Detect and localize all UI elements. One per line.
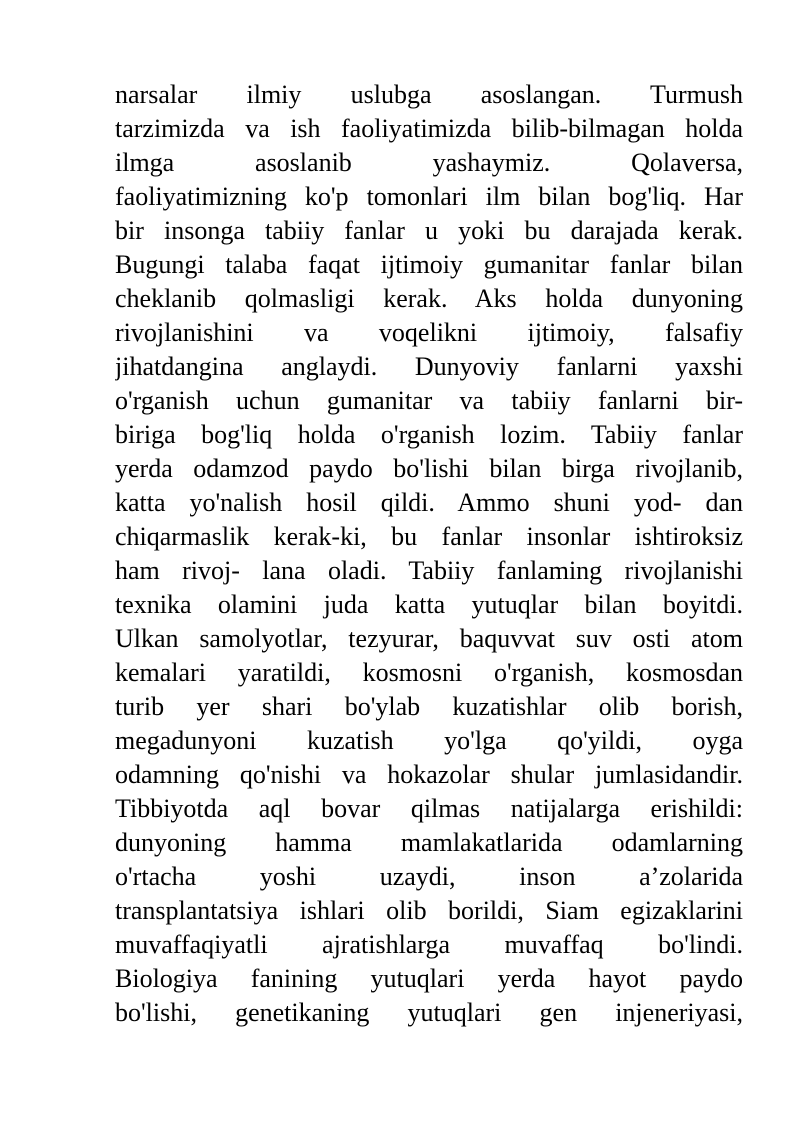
text-line: yerda odamzod paydo bo'lishi bilan birga rivojlanib, — [115, 454, 743, 483]
text-line: rivojlanishini va voqelikni ijtimoiy, falsafiy — [115, 318, 743, 347]
document-page — [115, 78, 743, 1030]
text-line: jihatdangina anglaydi. Dunyoviy fanlarni yaxshi — [115, 352, 743, 381]
text-line: faoliyatimizning ko'p tomonlari ilm bilan bog'liq. Har — [115, 182, 743, 211]
text-line: Tibbiyotda aql bovar qilmas natijalarga erishildi: — [115, 794, 743, 823]
text-line: narsalar ilmiy uslubga asoslangan. Turmush — [115, 80, 743, 109]
text-line: Biologiya fanining yutuqlari yerda hayot paydo — [115, 964, 743, 993]
text-line: ilmga asoslanib yashaymiz. Qolaversa, — [115, 148, 743, 177]
text-line: o'rtacha yoshi uzaydi, inson a’zolarida — [115, 862, 743, 891]
text-line: texnika olamini juda katta yutuqlar bilan boyitdi. — [115, 590, 743, 619]
text-line: ham rivoj- lana oladi. Tabiiy fanlaming rivojlanishi — [115, 556, 743, 585]
text-line: bir insonga tabiiy fanlar u yoki bu darajada kerak. — [115, 216, 743, 245]
text-line: Bugungi talaba faqat ijtimoiy gumanitar fanlar bilan — [115, 250, 743, 279]
text-line: bo'lishi, genetikaning yutuqlari gen injeneriyasi, — [115, 998, 743, 1027]
text-line: cheklanib qolmasligi kerak. Aks holda dunyoning — [115, 284, 743, 313]
text-line: turib yer shari bo'ylab kuzatishlar olib borish, — [115, 692, 743, 721]
text-line: tarzimizda va ish faoliyatimizda bilib-bilmagan holda — [115, 114, 743, 143]
body-text — [115, 78, 743, 1030]
text-line: chiqarmaslik kerak-ki, bu fanlar insonlar ishtiroksiz — [115, 522, 743, 551]
text-line: Ulkan samolyotlar, tezyurar, baquvvat suv osti atom — [115, 624, 743, 653]
text-line: biriga bog'liq holda o'rganish lozim. Tabiiy fanlar — [115, 420, 743, 449]
text-line: dunyoning hamma mamlakatlarida odamlarning — [115, 828, 743, 857]
text-line: muvaffaqiyatli ajratishlarga muvaffaq bo'lindi. — [115, 930, 743, 959]
text-line: transplantatsiya ishlari olib borildi, Siam egizaklarini — [115, 896, 743, 925]
text-line: katta yo'nalish hosil qildi. Ammo shuni yod- dan — [115, 488, 743, 517]
text-line: kemalari yaratildi, kosmosni o'rganish, kosmosdan — [115, 658, 743, 687]
text-line: o'rganish uchun gumanitar va tabiiy fanlarni bir- — [115, 386, 743, 415]
text-line: odamning qo'nishi va hokazolar shular jumlasidandir. — [115, 760, 743, 789]
text-line: megadunyoni kuzatish yo'lga qo'yildi, oyga — [115, 726, 743, 755]
